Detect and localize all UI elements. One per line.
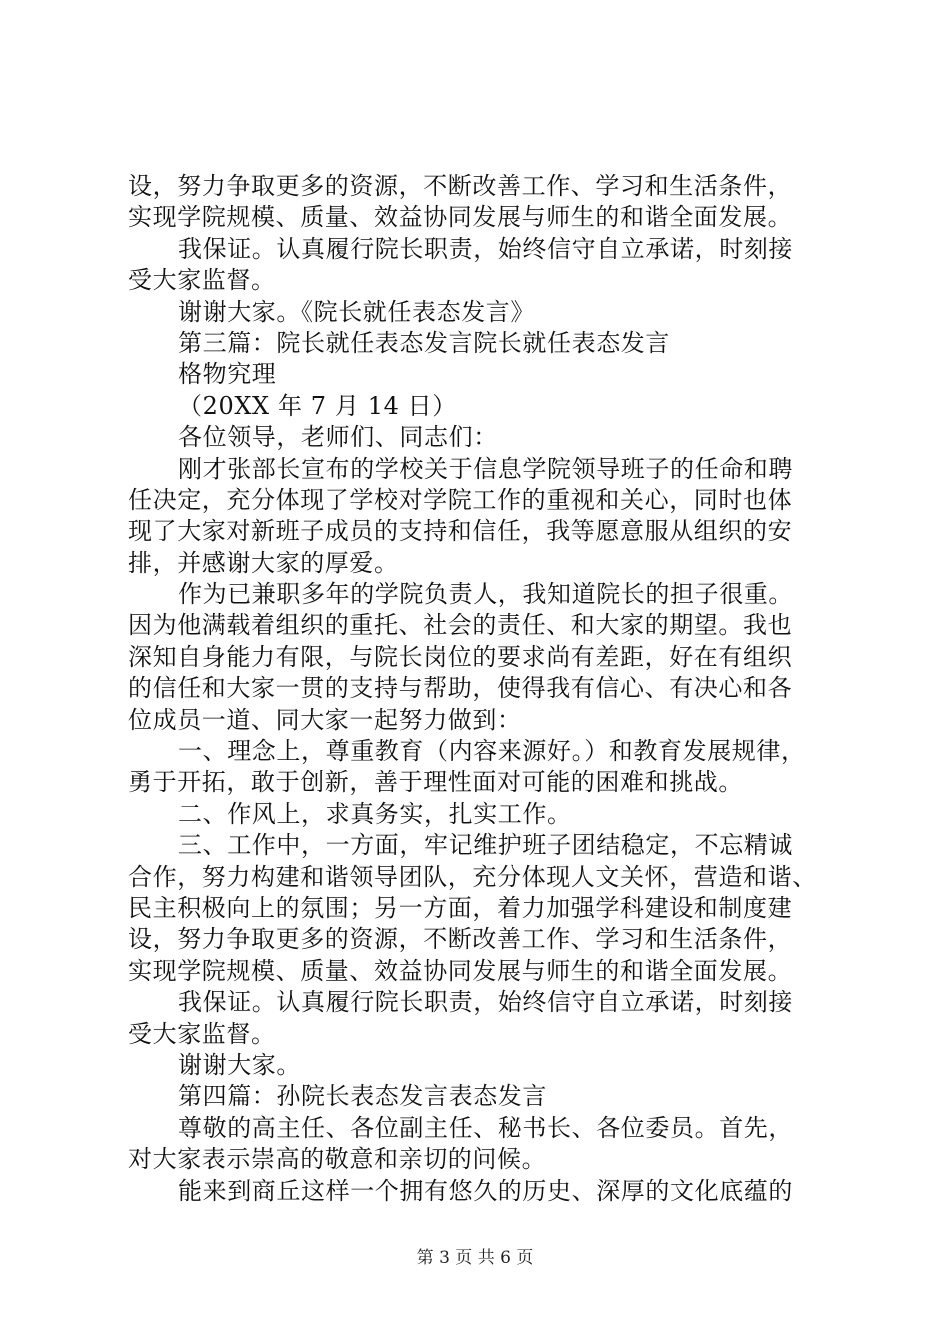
text-line: 设，努力争取更多的资源，不断改善工作、学习和生活条件， [128,925,793,954]
text-line: 谢谢大家。 [178,1050,301,1079]
text-line: 勇于开拓，敢于创新，善于理性面对可能的困难和挑战。 [128,768,743,797]
text-line: 受大家监督。 [128,1019,276,1048]
text-line: 二、作风上，求真务实，扎实工作。 [178,799,572,828]
text-line: 尊敬的高主任、各位副主任、秘书长、各位委员。首先， [178,1113,793,1142]
text-line: 第三篇：院长就任表态发言院长就任表态发言 [178,328,670,357]
text-line: 作为已兼职多年的学院负责人，我知道院长的担子很重。 [178,580,793,609]
text-line: 设，努力争取更多的资源，不断改善工作、学习和生活条件， [128,172,793,200]
text-line: 民主积极向上的氛围；另一方面，着力加强学科建设和制度建 [128,893,793,922]
text-line: 深知自身能力有限，与院长岗位的要求尚有差距，好在有组织 [128,642,793,671]
text-line: 各位领导，老师们、同志们： [178,423,498,452]
text-line: 排，并感谢大家的厚爱。 [128,548,399,577]
document-body [128,171,838,1207]
text-line: 谢谢大家。《院长就任表态发言》 [178,297,535,326]
text-line: 位成员一道、同大家一起努力做到： [128,705,522,734]
text-line: 能来到商丘这样一个拥有悠久的历史、深厚的文化底蕴的 [178,1176,793,1205]
text-line: 刚才张部长宣布的学校关于信息学院领导班子的任命和聘 [178,454,793,483]
text-line: 现了大家对新班子成员的支持和信任，我等愿意服从组织的安 [128,517,793,546]
text-line: 第四篇：孙院长表态发言表态发言 [178,1082,547,1111]
text-line: 格物究理 [178,360,277,389]
text-line: 三、工作中，一方面，牢记维护班子团结稳定，不忘精诚 [178,831,793,860]
text-line: 的信任和大家一贯的支持与帮助，使得我有信心、有决心和各 [128,674,793,703]
text-line: 实现学院规模、质量、效益协同发展与师生的和谐全面发展。 [128,203,793,232]
text-line: （20XX 年 7 月 14 日） [178,391,457,420]
text-line: 任决定，充分体现了学校对学院工作的重视和关心，同时也体 [128,485,793,514]
text-line: 我保证。认真履行院长职责，始终信守自立承诺，时刻接 [178,234,793,263]
page-footer: 第 3 页 共 6 页 [416,1248,534,1268]
text-line: 对大家表示崇高的敬意和亲切的问候。 [128,1145,547,1174]
text-line: 我保证。认真履行院长职责，始终信守自立承诺，时刻接 [178,988,793,1017]
text-line: 因为他满载着组织的重托、社会的责任、和大家的期望。我也 [128,611,793,640]
text-line: 合作，努力构建和谐领导团队，充分体现人文关怀，营造和谐、 [128,862,817,891]
text-line: 一、理念上，尊重教育（内容来源好。）和教育发展规律， [178,737,806,766]
text-line: 实现学院规模、质量、效益协同发展与师生的和谐全面发展。 [128,956,793,985]
text-line: 受大家监督。 [128,266,276,295]
